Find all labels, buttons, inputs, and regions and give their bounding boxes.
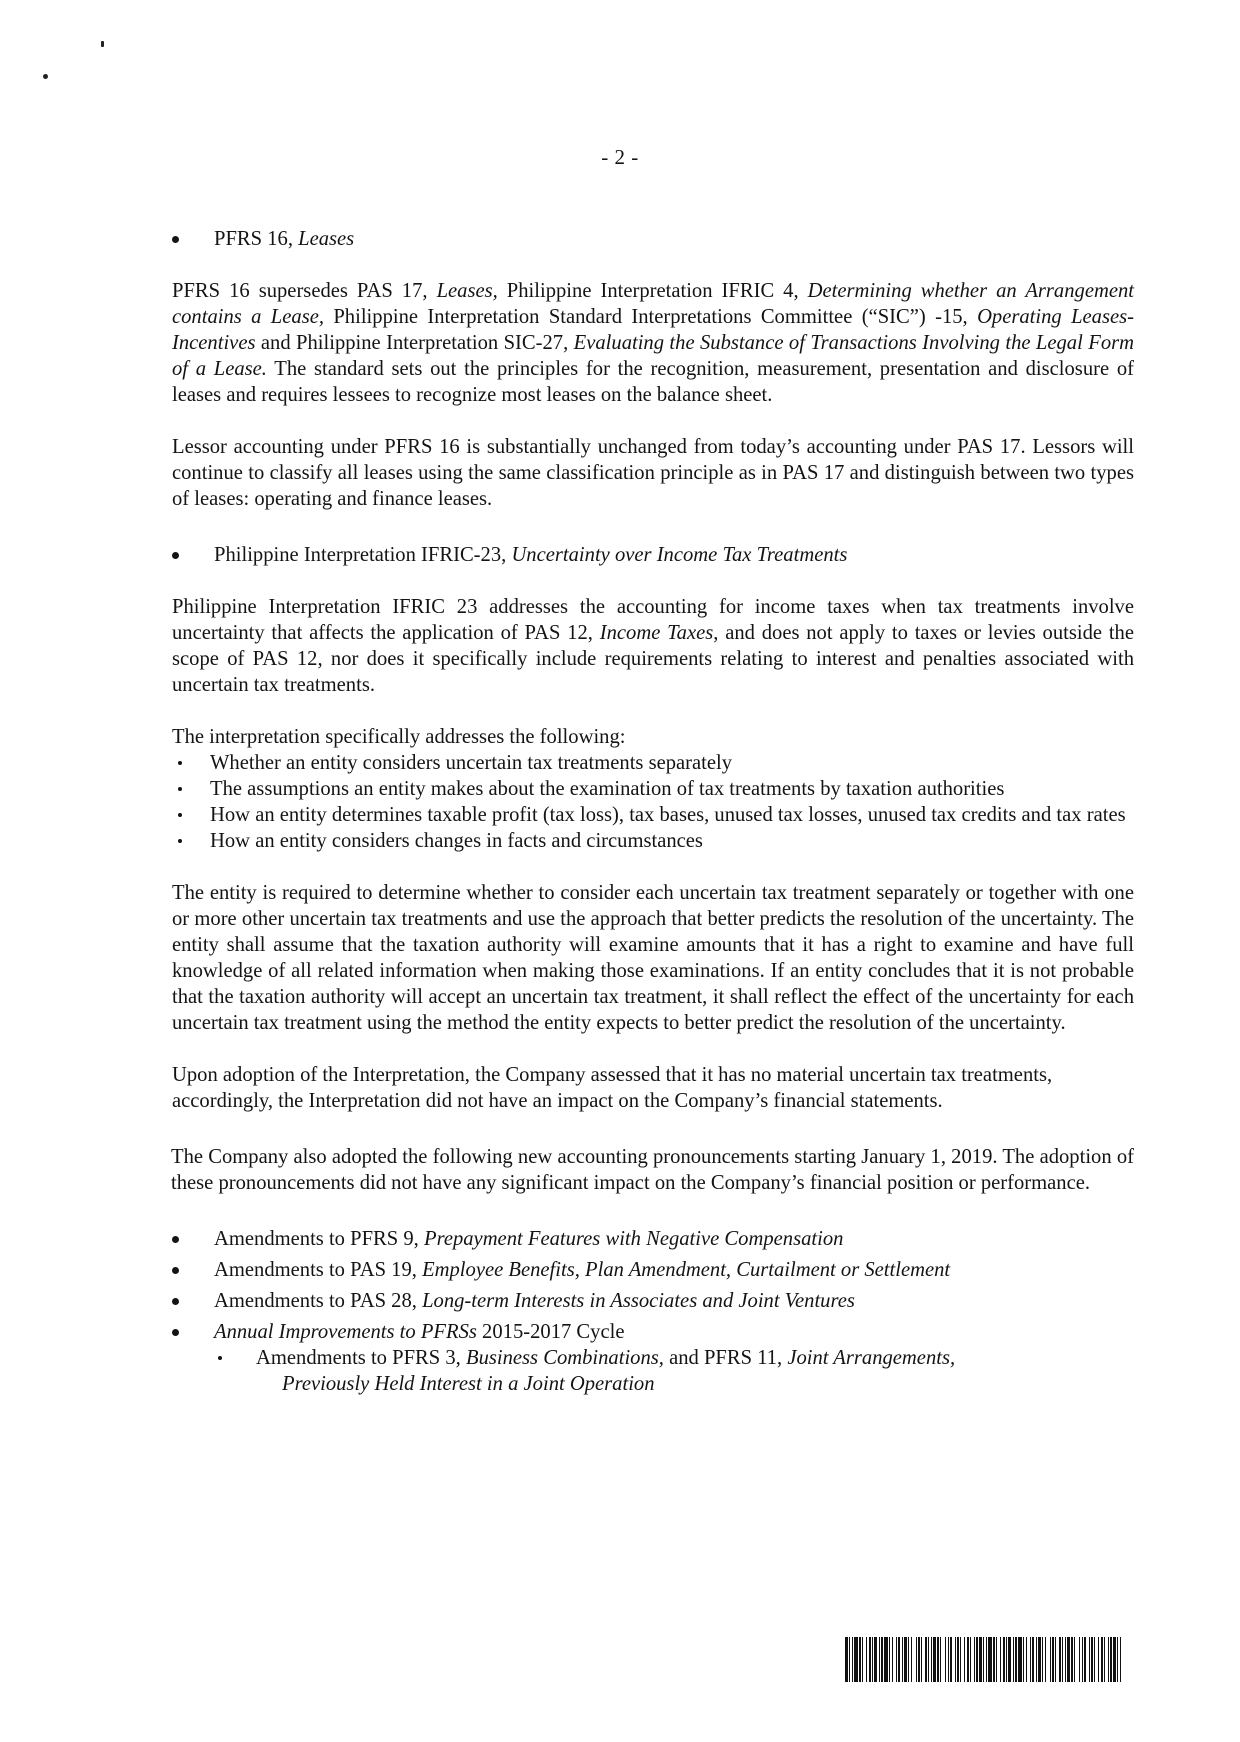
item-italic: Annual Improvements to PFRSs — [214, 1321, 477, 1343]
barcode-bar — [974, 1637, 975, 1682]
list-item-text: The assumptions an entity makes about the examination of tax treatments by taxation authorities — [210, 778, 1005, 800]
barcode-bar — [896, 1637, 897, 1682]
barcode-bar — [908, 1637, 909, 1682]
scan-speck — [43, 74, 48, 79]
barcode-bar — [960, 1637, 961, 1682]
barcode-bar — [918, 1637, 920, 1682]
barcode-bar — [957, 1637, 959, 1682]
barcode-bar — [911, 1637, 912, 1682]
barcode-bar — [889, 1637, 890, 1682]
barcode-bar — [1120, 1637, 1121, 1682]
barcode-bar — [872, 1637, 873, 1682]
barcode-bar — [1008, 1637, 1011, 1682]
heading-text: Philippine Interpretation IFRIC-23, — [214, 544, 512, 566]
text-run: PFRS 16 supersedes PAS 17, — [172, 280, 437, 302]
barcode-bar — [955, 1637, 956, 1682]
list-item — [172, 1257, 1134, 1283]
barcode-bar — [1030, 1637, 1031, 1682]
barcode-bar — [1013, 1637, 1014, 1682]
bullet-icon — [172, 1329, 179, 1336]
page-number: - 2 - — [601, 145, 639, 169]
barcode-bar — [931, 1637, 932, 1682]
barcode-bar — [904, 1637, 907, 1682]
barcode-bar — [1113, 1637, 1116, 1682]
list-item — [214, 1345, 1134, 1397]
barcode-image — [845, 1637, 1122, 1682]
heading-text: PFRS 16, — [214, 228, 299, 250]
barcode-bar — [964, 1637, 965, 1682]
text-run: The standard sets out the principles for the recognition, measurement, presentation and disclosure of leases and requires lessees to recognize most leases on the balance sheet. — [172, 358, 1134, 406]
item-prefix: Amendments to PFRS 9, — [214, 1228, 424, 1250]
barcode-bar — [1089, 1637, 1090, 1682]
list-item-text: Whether an entity considers uncertain tax treatments separately — [210, 752, 733, 774]
ifric23-paragraph-2: The entity is required to determine whether to consider each uncertain tax treatment separately or together with one or more other uncertain tax treatments and use the approach that better predicts the resolution of the uncertainty. The entity shall assume that the taxation authority will examine amounts that it has a right to examine and have full knowledge of all related information when making those examinations. If an entity concludes that it is not probable that the taxation authority will accept an uncertain tax treatment, it shall reflect the effect of the uncertainty for each uncertain tax treatment using the method the entity expects to better predict the resolution of the uncertainty. — [172, 882, 1134, 1034]
barcode-bar — [1065, 1637, 1066, 1682]
text-run: and Philippine Interpretation SIC-27, — [255, 332, 574, 354]
barcode-bar — [993, 1637, 995, 1682]
italic-run: Operating Leases-Incentives — [172, 306, 1134, 354]
item-italic: Prepayment Features with Negative Compensation — [423, 1228, 844, 1250]
barcode-bar — [1032, 1637, 1034, 1682]
barcode-bar — [979, 1637, 982, 1682]
list-item — [172, 1319, 1134, 1397]
italic-run: Income Taxes — [599, 622, 714, 644]
list-item — [172, 1288, 1134, 1314]
barcode-bar — [1104, 1637, 1105, 1682]
barcode-bar — [1038, 1637, 1041, 1682]
ifric23-paragraph-1 — [172, 594, 1134, 698]
barcode-bar — [928, 1637, 929, 1682]
list-item — [172, 828, 1134, 854]
barcode-bar — [1003, 1637, 1005, 1682]
barcode-bar — [1052, 1637, 1054, 1682]
barcode-bar — [925, 1637, 927, 1682]
bullet-icon — [172, 236, 179, 243]
barcode-bar — [1094, 1637, 1095, 1682]
barcode-bar — [1101, 1637, 1103, 1682]
item-italic: Long-term Interests in Associates and Joint Ventures — [422, 1290, 855, 1312]
list-item-text: How an entity determines taxable profit (tax loss), tax bases, unused tax losses, unused tax credits and tax rates — [210, 804, 1126, 826]
barcode-bar — [1036, 1637, 1037, 1682]
barcode-bar — [852, 1637, 853, 1682]
barcode-bar — [1098, 1637, 1099, 1682]
heading-italic: Uncertainty over Income Tax Treatments — [511, 544, 848, 566]
item-prefix: Amendments to PAS 19, — [214, 1259, 423, 1281]
barcode-bar — [967, 1637, 969, 1682]
bullet-icon — [178, 787, 182, 791]
barcode-bar — [845, 1637, 848, 1682]
barcode-bar — [996, 1637, 997, 1682]
list-item-text: How an entity considers changes in facts and circumstances — [210, 830, 703, 852]
barcode-bar — [940, 1637, 941, 1682]
item-italic: Employee Benefits, Plan Amendment, Curtailment or Settlement — [422, 1259, 951, 1281]
barcode-bar — [948, 1637, 949, 1682]
barcode-bar — [916, 1637, 917, 1682]
barcode-bar — [1074, 1637, 1075, 1682]
list-item — [172, 776, 1134, 802]
list-item — [172, 750, 1134, 776]
barcode-bar — [1067, 1637, 1070, 1682]
text-run: Philippine Interpretation IFRIC 4, — [497, 280, 808, 302]
sub-item-italic: Previously Held Interest in a Joint Operation — [282, 1373, 655, 1395]
italic-run: Determining whether an Arrangement contains a Lease, — [172, 280, 1134, 328]
pfrs16-paragraph-1 — [172, 278, 1134, 408]
barcode-bar — [859, 1637, 861, 1682]
item-suffix: 2015-2017 Cycle — [476, 1321, 625, 1343]
barcode-bar — [874, 1637, 877, 1682]
barcode-bar — [1006, 1637, 1007, 1682]
document-body — [172, 226, 1134, 1401]
also-adopted-list — [172, 1226, 1134, 1397]
sub-item-middle: and PFRS 11, — [663, 1347, 788, 1369]
barcode-bar — [1050, 1637, 1051, 1682]
section-heading-pfrs16 — [172, 226, 1134, 252]
bullet-icon — [178, 813, 182, 817]
barcode-bar — [881, 1637, 883, 1682]
barcode-bar — [1018, 1637, 1022, 1682]
barcode-bar — [869, 1637, 871, 1682]
bullet-icon — [178, 839, 182, 843]
barcode-bar — [1015, 1637, 1017, 1682]
ifric23-intro: The interpretation specifically addresses the following: — [172, 726, 626, 748]
barcode-bar — [945, 1637, 946, 1682]
barcode-bar — [854, 1637, 858, 1682]
list-item — [172, 802, 1134, 828]
barcode-bar — [1079, 1637, 1080, 1682]
barcode-bar — [970, 1637, 971, 1682]
barcode-bar — [892, 1637, 893, 1682]
barcode-bar — [950, 1637, 952, 1682]
scan-speck — [101, 41, 104, 47]
ifric23-addressed-list — [172, 750, 1134, 854]
barcode-bar — [879, 1637, 880, 1682]
barcode-bar — [1045, 1637, 1046, 1682]
barcode-bar — [1000, 1637, 1001, 1682]
also-adopted-intro: The Company also adopted the following new accounting pronouncements starting January 1, 2019. The adoption of these pronouncements did not have any significant impact on the Company’s financial position or performance. — [171, 1146, 1134, 1194]
barcode-bar — [862, 1637, 863, 1682]
sub-item-prefix: Amendments to PFRS 3, — [256, 1347, 466, 1369]
barcode-bar — [1071, 1637, 1073, 1682]
bullet-icon — [172, 1298, 179, 1305]
barcode-bar — [849, 1637, 850, 1682]
heading-italic: Leases — [298, 228, 355, 250]
barcode-bar — [986, 1637, 987, 1682]
sub-item-italic: Business Combinations, — [465, 1347, 664, 1369]
pfrs16-paragraph-2: Lessor accounting under PFRS 16 is substantially unchanged from today’s accounting under PAS 17. Lessors will continue to classify all leases using the same classification principle as in PAS 17 and distinguish between two types of leases: operating and finance leases. — [172, 436, 1134, 510]
barcode-bar — [1108, 1637, 1109, 1682]
item-prefix: Amendments to PAS 28, — [214, 1290, 423, 1312]
sub-item-italic: Joint Arrangements, — [787, 1347, 956, 1369]
barcode-bar — [1117, 1637, 1118, 1682]
bullet-icon — [172, 1267, 179, 1274]
text-run: Philippine Interpretation IFRIC 23 addresses the accounting for income taxes when tax treatments involve uncertainty that affects the application of PAS 12, — [172, 596, 1134, 644]
barcode-bar — [976, 1637, 978, 1682]
barcode-bar — [884, 1637, 888, 1682]
barcode-bar — [902, 1637, 903, 1682]
barcode-bar — [933, 1637, 936, 1682]
barcode-bar — [937, 1637, 939, 1682]
bullet-icon — [178, 761, 182, 765]
ifric23-paragraph-3: Upon adoption of the Interpretation, the Company assessed that it has no material uncertain tax treatments, accordingly, the Interpretation did not have an impact on the Company’s financial statements. — [172, 1064, 1053, 1112]
barcode-bar — [866, 1637, 867, 1682]
bullet-icon — [218, 1356, 222, 1360]
barcode-bar — [1091, 1637, 1093, 1682]
section-heading-ifric23 — [172, 542, 1134, 568]
barcode-bar — [988, 1637, 992, 1682]
barcode-bar — [983, 1637, 984, 1682]
list-item — [172, 1226, 1134, 1252]
italic-run: Leases, — [436, 280, 498, 302]
annual-improvements-sublist — [214, 1345, 1134, 1397]
barcode-bar — [1062, 1637, 1063, 1682]
text-run: Philippine Interpretation Standard Interpretations Committee (“SIC”) -15, — [324, 306, 978, 328]
barcode-bar — [1055, 1637, 1056, 1682]
barcode-bar — [1042, 1637, 1043, 1682]
barcode-bar — [1084, 1637, 1086, 1682]
text-run: , and does not apply to taxes or levies outside the scope of PAS 12, nor does it specifically include requirements relating to interest and penalties associated with uncertain tax treatments. — [172, 622, 1134, 696]
barcode-bar — [1059, 1637, 1061, 1682]
barcode-bar — [1110, 1637, 1112, 1682]
barcode-bar — [921, 1637, 922, 1682]
bullet-icon — [172, 552, 179, 559]
barcode-bar — [1023, 1637, 1024, 1682]
barcode-bar — [898, 1637, 900, 1682]
bullet-icon — [172, 1236, 179, 1243]
barcode-bar — [1082, 1637, 1083, 1682]
barcode-bar — [1026, 1637, 1027, 1682]
italic-run: Evaluating the Substance of Transactions Involving the Legal Form of a Lease. — [172, 332, 1134, 380]
